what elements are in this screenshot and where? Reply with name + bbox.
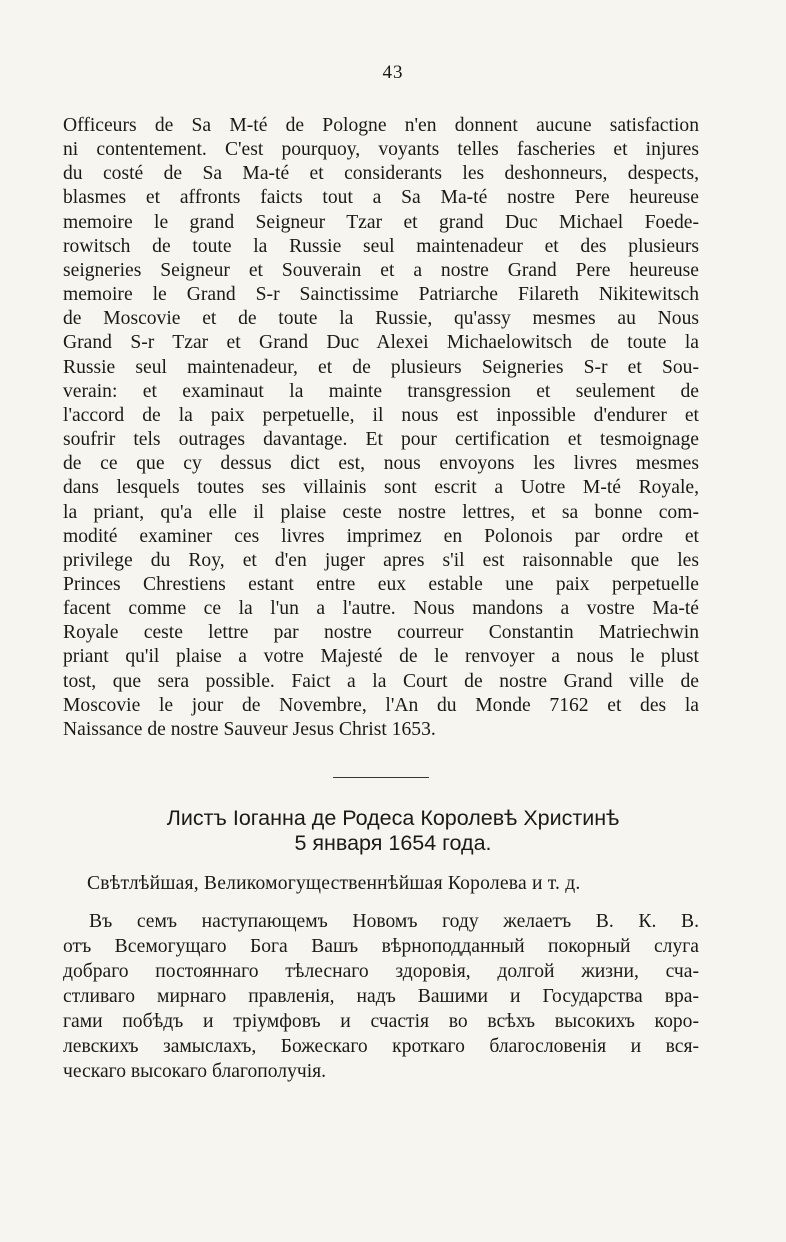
french_letter-line: memoire le grand Seigneur Tzar et grand Duc Michael Foede- bbox=[63, 211, 699, 233]
russian_letter-line: добраго постояннаго тѣлеснаго здоровія, долгой жизни, сча- bbox=[63, 961, 699, 982]
french_letter-line: de Moscovie et de toute la Russie, qu'assy mesmes au Nous bbox=[63, 308, 699, 330]
french_letter-line: blasmes et affronts faicts tout a Sa Ma-té nostre Pere heureuse bbox=[63, 187, 699, 209]
french_letter-line: priant qu'il plaise a votre Majesté de le renvoyer a nous le plust bbox=[63, 646, 699, 668]
french_letter-line: memoire le Grand S-r Sainctissime Patriarche Filareth Nikitewitsch bbox=[63, 284, 699, 306]
french_letter-line: dans lesquels toutes ses villainis sont escrit a Uotre M-té Royale, bbox=[63, 477, 699, 499]
french_letter-line: Officeurs de Sa M-té de Pologne n'en donnent aucune satisfaction bbox=[63, 115, 699, 136]
french_letter-line: Russie seul maintenadeur, et de plusieurs Seigneries S-r et Sou- bbox=[63, 356, 699, 378]
letter-salutation: Свѣтлѣйшая, Великомогущественнѣйшая Королева и т. д. bbox=[87, 873, 581, 894]
russian_letter-line: Въ семъ наступающемъ Новомъ году желаетъ В. К. В. bbox=[89, 911, 699, 932]
page-number: 43 bbox=[382, 62, 404, 83]
russian-letter-text bbox=[63, 909, 699, 1084]
french_letter-line: verain: et examinaut la mainte transgression et seulement de bbox=[63, 380, 699, 402]
french_letter-line: facent comme ce la l'un a l'autre. Nous mandons a vostre Ma-té bbox=[63, 598, 699, 620]
french-letter-text bbox=[63, 114, 699, 742]
french_letter-line: ni contentement. C'est pourquoy, voyants telles fascheries et injures bbox=[63, 139, 699, 161]
russian_letter-line: левскихъ замыслахъ, Божескаго кроткаго благословенія и вся- bbox=[63, 1036, 699, 1057]
french_letter-line: du costé de Sa Ma-té et considerants les deshonneurs, despects, bbox=[63, 163, 699, 185]
russian_letter-line: ческаго высокаго благополучія. bbox=[63, 1061, 327, 1082]
french_letter-line: Grand S-r Tzar et Grand Duc Alexei Michaelowitsch de toute la bbox=[63, 332, 699, 354]
french_letter-line: soufrir tels outrages davantage. Et pour certification et tesmoignage bbox=[63, 429, 699, 451]
french_letter-line: modité examiner ces livres imprimez en Polonois par ordre et bbox=[63, 525, 699, 547]
french_letter-line: Naissance de nostre Sauveur Jesus Christ 1653. bbox=[63, 718, 436, 740]
french_letter-line: Moscovie le jour de Novembre, l'An du Monde 7162 et des la bbox=[63, 694, 699, 716]
french_letter-line: l'accord de la paix perpetuelle, il nous est inpossible d'endurer et bbox=[63, 404, 699, 426]
russian_letter-line: гами побѣдъ и тріумфовъ и счастія во всѣхъ высокихъ коро- bbox=[63, 1011, 699, 1032]
letter-title-line-1: Листъ Іоганна де Родеса Королевѣ Христинѣ bbox=[166, 806, 620, 830]
french_letter-line: tost, que sera possible. Faict a la Court de nostre Grand ville de bbox=[63, 670, 699, 692]
french_letter-line: Royale ceste lettre par nostre courreur Constantin Matriechwin bbox=[63, 622, 699, 644]
letter-title bbox=[0, 806, 786, 856]
russian_letter-line: стливаго мирнаго правленія, надъ Вашими и Государства вра- bbox=[63, 986, 699, 1007]
russian_letter-line: отъ Всемогущаго Бога Вашъ вѣрноподданный покорный слуга bbox=[63, 936, 699, 957]
french_letter-line: de ce que cy dessus dict est, nous envoyons les livres mesmes bbox=[63, 453, 699, 475]
french_letter-line: rowitsch de toute la Russie seul maintenadeur et des plusieurs bbox=[63, 235, 699, 257]
french_letter-line: la priant, qu'a elle il plaise ceste nostre lettres, et sa bonne com- bbox=[63, 501, 699, 523]
section-divider bbox=[333, 777, 429, 778]
letter-title-line-2: 5 января 1654 года. bbox=[294, 831, 492, 855]
french_letter-line: Princes Chrestiens estant entre eux estable une paix perpetuelle bbox=[63, 573, 699, 595]
french_letter-line: privilege du Roy, et d'en juger apres s'il est raisonnable que les bbox=[63, 549, 699, 571]
french_letter-line: seigneries Seigneur et Souverain et a nostre Grand Pere heureuse bbox=[63, 259, 699, 281]
